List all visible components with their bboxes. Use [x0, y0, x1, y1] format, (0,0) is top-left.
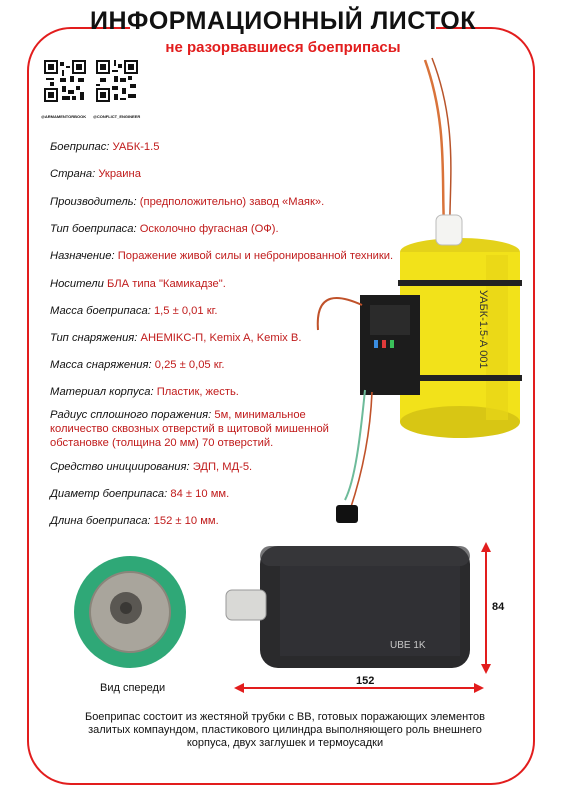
description-line: корпуса, двух заглушек и термоусадки	[186, 737, 384, 749]
front-view-photo	[70, 548, 190, 678]
spec-row-munition	[50, 140, 160, 154]
spec-label: Тип боеприпаса:	[50, 223, 137, 235]
spec-value: 1,5 ± 0,01 кг.	[153, 305, 218, 317]
spec-label: Носители	[50, 278, 104, 290]
side-view-photo	[220, 538, 500, 698]
page-subtitle: не разорвавшиеся боеприпасы	[165, 39, 401, 56]
spec-row-material	[50, 385, 239, 399]
spec-row-country	[50, 167, 141, 181]
spec-row-manufacturer	[50, 195, 324, 209]
spec-value: 84 ± 10 мм.	[170, 488, 230, 500]
dimension-length-label: 152	[356, 675, 375, 687]
spec-value: Осколочно фугасная (ОФ).	[139, 223, 279, 235]
spec-label: Средство инициирования:	[50, 461, 190, 473]
spec-row-mass	[50, 304, 217, 318]
spec-value: УАБК-1.5	[112, 141, 160, 153]
spec-value: 0,25 ± 0,05 кг.	[154, 359, 225, 371]
can-marking: УАБК-1.5-А 001	[477, 290, 489, 369]
spec-label: Страна:	[50, 168, 96, 180]
spec-value: ЭДП, МД-5.	[192, 461, 253, 473]
spec-value-line3: обстановке (толщина 20 мм) 70 отверстий.	[50, 437, 274, 449]
spec-label: Назначение:	[50, 250, 115, 262]
spec-value: Пластик, жесть.	[156, 386, 239, 398]
qr-code-1[interactable]	[44, 60, 86, 102]
front-view-caption: Вид спереди	[100, 682, 166, 694]
spec-row-length	[50, 514, 219, 528]
spec-label: Масса боеприпаса:	[50, 305, 151, 317]
spec-row-diameter	[50, 487, 229, 501]
body-marking: UBE 1K	[390, 640, 426, 651]
spec-label: Материал корпуса:	[50, 386, 154, 398]
spec-label: Боеприпас:	[50, 141, 110, 153]
qr-caption-1: @ARMAMENTORBOOK	[41, 114, 87, 119]
qr-code-2[interactable]	[96, 60, 138, 102]
spec-label: Масса снаряжения:	[50, 359, 152, 371]
spec-value: 152 ± 10 мм.	[153, 515, 219, 527]
spec-row-filler-mass	[50, 358, 224, 372]
spec-value: БЛА типа "Камикадзе".	[106, 278, 226, 290]
spec-label: Производитель:	[50, 196, 137, 208]
spec-row-filler-type	[50, 331, 301, 345]
page-title: ИНФОРМАЦИОННЫЙ ЛИСТОК	[89, 7, 476, 35]
spec-label: Длина боеприпаса:	[50, 515, 151, 527]
munition-photo	[300, 40, 535, 540]
spec-value: (предположительно) завод «Маяк».	[139, 196, 325, 208]
dimension-height-label: 84	[492, 601, 505, 613]
spec-value-line2: количество сквозных отверстий в щитовой мишенной	[50, 423, 329, 435]
spec-value: 5м, минимальное	[214, 409, 306, 421]
spec-row-initiation	[50, 460, 252, 474]
spec-value: Поражение живой силы и небронированной техники.	[117, 250, 394, 262]
description-line: залитых компаундом, пластикового цилиндра выполняющего роль внешнего	[88, 724, 482, 736]
spec-label: Диаметр боеприпаса:	[50, 488, 168, 500]
description-text	[60, 711, 510, 750]
spec-value: AHEMIKC-П, Kemix A, Kemix B.	[140, 332, 302, 344]
spec-row-type	[50, 222, 279, 236]
spec-label: Радиус сплошного поражения:	[50, 409, 212, 421]
spec-value: Украина	[98, 168, 141, 180]
spec-label: Тип снаряжения:	[50, 332, 138, 344]
description-line: Боеприпас состоит из жестяной трубки с ВВ, готовых поражающих элементов	[84, 711, 486, 723]
qr-caption-2: @CONFLICT_ENGINEER	[93, 114, 141, 119]
spec-row-carriers	[50, 277, 226, 291]
